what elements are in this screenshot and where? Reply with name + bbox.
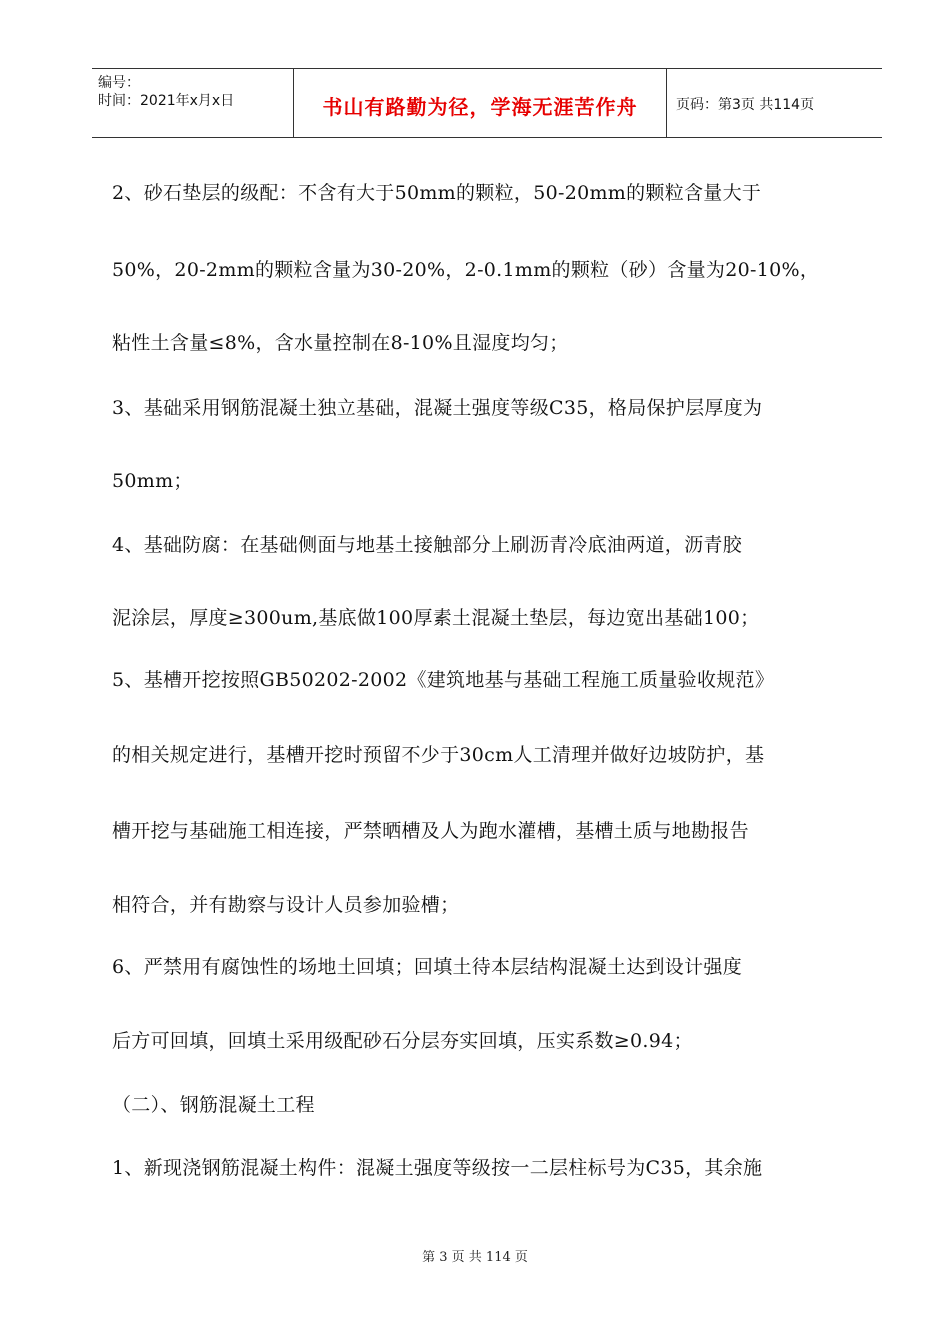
time-label: 时间：2021年x月x日 [98, 93, 235, 109]
body-line: 4、基础防腐：在基础侧面与地基土接触部分上刷沥青冷底油两道，沥青胶 [112, 534, 742, 556]
page-header [92, 68, 882, 138]
header-page-cell [666, 69, 882, 137]
body-line: 6、严禁用有腐蚀性的场地土回填；回填土待本层结构混凝土达到设计强度 [112, 956, 742, 978]
motto-text: 书山有路勤为径，学海无涯苦作舟 [322, 95, 638, 119]
section-heading: （二）、钢筋混凝土工程 [112, 1094, 315, 1116]
body-line: 1、新现浇钢筋混凝土构件：混凝土强度等级按一二层柱标号为C35，其余施 [112, 1157, 763, 1179]
body-line: 5、基槽开挖按照GB50202-2002《建筑地基与基础工程施工质量验收规范》 [112, 669, 775, 691]
page-footer: 第 3 页 共 114 页 [422, 1250, 528, 1265]
body-line: 50%，20-2mm的颗粒含量为30-20%，2-0.1mm的颗粒（砂）含量为20-10%， [112, 259, 820, 281]
body-line: 的相关规定进行，基槽开挖时预留不少于30cm人工清理并做好边坡防护，基 [112, 744, 765, 766]
body-line: 相符合，并有勘察与设计人员参加验槽； [112, 894, 460, 916]
body-line: 后方可回填，回填土采用级配砂石分层夯实回填，压实系数≥0.94； [112, 1030, 693, 1052]
body-line: 50mm； [112, 470, 193, 492]
body-line: 粘性土含量≤8%，含水量控制在8-10%且湿度均匀； [112, 332, 569, 354]
body-line: 槽开挖与基础施工相连接，严禁晒槽及人为跑水灌槽，基槽土质与地勘报告 [112, 820, 749, 842]
body-line: 3、基础采用钢筋混凝土独立基础，混凝土强度等级C35，格局保护层厚度为 [112, 397, 763, 419]
body-line: 2、砂石垫层的级配：不含有大于50mm的颗粒，50-20mm的颗粒含量大于 [112, 182, 762, 204]
header-meta [92, 69, 292, 137]
page-info: 页码：第3页 共114页 [676, 97, 815, 113]
body-line: 泥涂层，厚度≥300um,基底做100厚素土混凝土垫层，每边宽出基础100； [112, 607, 760, 629]
number-label: 编号： [98, 75, 140, 91]
header-motto-cell [293, 69, 667, 137]
